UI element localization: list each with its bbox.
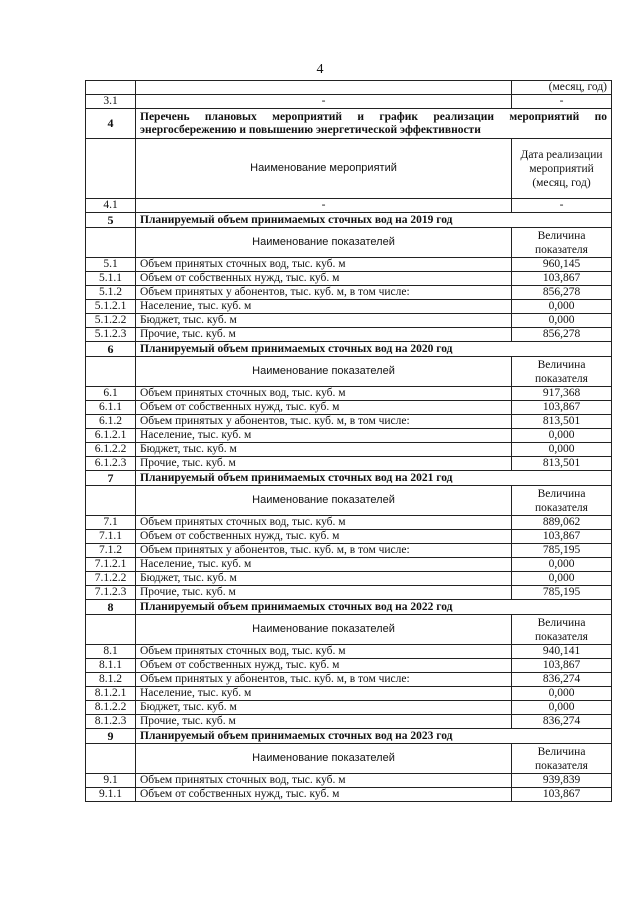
section-number: 8 xyxy=(86,600,136,615)
row-value: 103,867 xyxy=(512,530,612,544)
row-name: Объем от собственных нужд, тыс. куб. м xyxy=(136,272,512,286)
row-number: 5.1.2.2 xyxy=(86,314,136,328)
column-header-value: Величина показателя xyxy=(512,615,612,645)
row-number: 8.1.2.3 xyxy=(86,715,136,729)
column-header-name: Наименование показателей xyxy=(136,357,512,387)
table-row xyxy=(86,788,612,802)
row-number: 5.1.2.1 xyxy=(86,300,136,314)
table-row xyxy=(86,314,612,328)
column-header-row xyxy=(86,357,612,387)
column-header-value: Величина показателя xyxy=(512,744,612,774)
row-name: Бюджет, тыс. куб. м xyxy=(136,314,512,328)
section-number: 7 xyxy=(86,471,136,486)
row-number: 8.1 xyxy=(86,645,136,659)
row-name: Объем от собственных нужд, тыс. куб. м xyxy=(136,659,512,673)
column-header-value: Дата реализации мероприятий (месяц, год) xyxy=(512,139,612,199)
row-name: Объем принятых сточных вод, тыс. куб. м xyxy=(136,645,512,659)
row-name: Бюджет, тыс. куб. м xyxy=(136,572,512,586)
row-number: 7.1.2.2 xyxy=(86,572,136,586)
table-row xyxy=(86,415,612,429)
row-number: 6.1.2.3 xyxy=(86,457,136,471)
row-number: 7.1.1 xyxy=(86,530,136,544)
table-row xyxy=(86,95,612,109)
row-name: Объем принятых сточных вод, тыс. куб. м xyxy=(136,516,512,530)
row-name: Население, тыс. куб. м xyxy=(136,429,512,443)
section-number: 5 xyxy=(86,213,136,228)
table-row xyxy=(86,673,612,687)
row-name: Бюджет, тыс. куб. м xyxy=(136,701,512,715)
column-header-row xyxy=(86,486,612,516)
table-row xyxy=(86,300,612,314)
row-number: 9.1 xyxy=(86,774,136,788)
row-number: 3.1 xyxy=(86,95,136,109)
row-number: 7.1 xyxy=(86,516,136,530)
page-number: 4 xyxy=(316,62,324,77)
section-header-row xyxy=(86,342,612,357)
row-name: Объем принятых у абонентов, тыс. куб. м, в том числе: xyxy=(136,544,512,558)
section-number: 6 xyxy=(86,342,136,357)
section-header-row xyxy=(86,600,612,615)
row-value: - xyxy=(512,95,612,109)
row-number: 9.1.1 xyxy=(86,788,136,802)
row-value: 813,501 xyxy=(512,457,612,471)
row-name: Объем принятых сточных вод, тыс. куб. м xyxy=(136,387,512,401)
table-row xyxy=(86,558,612,572)
section-title: Планируемый объем принимаемых сточных вод на 2023 год xyxy=(136,729,612,744)
table-row xyxy=(86,199,612,213)
table-row xyxy=(86,429,612,443)
row-value: 0,000 xyxy=(512,558,612,572)
column-header-row xyxy=(86,139,612,199)
table-row xyxy=(86,443,612,457)
row-value: 836,274 xyxy=(512,715,612,729)
row-number: 8.1.1 xyxy=(86,659,136,673)
row-number: 7.1.2 xyxy=(86,544,136,558)
column-header-row xyxy=(86,744,612,774)
row-name-cell xyxy=(136,81,512,95)
row-number: 6.1.2.1 xyxy=(86,429,136,443)
row-name: Объем принятых у абонентов, тыс. куб. м, в том числе: xyxy=(136,673,512,687)
row-value: 813,501 xyxy=(512,415,612,429)
header-empty-cell xyxy=(86,139,136,199)
column-header-name: Наименование показателей xyxy=(136,228,512,258)
table-row xyxy=(86,715,612,729)
table-row xyxy=(86,774,612,788)
row-name: Объем принятых сточных вод, тыс. куб. м xyxy=(136,774,512,788)
column-header-name: Наименование показателей xyxy=(136,744,512,774)
row-value: 836,274 xyxy=(512,673,612,687)
row-number: 4.1 xyxy=(86,199,136,213)
row-name: Население, тыс. куб. м xyxy=(136,558,512,572)
row-value: 0,000 xyxy=(512,443,612,457)
row-name: - xyxy=(136,199,512,213)
row-value: 917,368 xyxy=(512,387,612,401)
section-title: Планируемый объем принимаемых сточных вод на 2019 год xyxy=(136,213,612,228)
row-name: Прочие, тыс. куб. м xyxy=(136,715,512,729)
header-empty-cell xyxy=(86,228,136,258)
row-value: 103,867 xyxy=(512,788,612,802)
section-header-row xyxy=(86,109,612,139)
column-header-value: Величина показателя xyxy=(512,228,612,258)
row-number-cell xyxy=(86,81,136,95)
row-number: 6.1.2.2 xyxy=(86,443,136,457)
section-header-row xyxy=(86,729,612,744)
table-row xyxy=(86,457,612,471)
row-value: 0,000 xyxy=(512,572,612,586)
table-row xyxy=(86,401,612,415)
column-header-name: Наименование мероприятий xyxy=(136,139,512,199)
table-row xyxy=(86,530,612,544)
section-title: Перечень плановых мероприятий и график реализации мероприятий по энергосбережению и повышению энергетической эффективности xyxy=(136,109,612,139)
table-row xyxy=(86,586,612,600)
column-header-value: Величина показателя xyxy=(512,486,612,516)
row-value: 960,145 xyxy=(512,258,612,272)
row-name: Прочие, тыс. куб. м xyxy=(136,586,512,600)
row-number: 8.1.2.2 xyxy=(86,701,136,715)
row-number: 5.1.1 xyxy=(86,272,136,286)
row-name: Население, тыс. куб. м xyxy=(136,300,512,314)
section-number: 4 xyxy=(86,109,136,139)
row-value: 0,000 xyxy=(512,429,612,443)
table-row xyxy=(86,81,612,95)
table-row xyxy=(86,544,612,558)
row-number: 5.1.2.3 xyxy=(86,328,136,342)
section-header-row xyxy=(86,471,612,486)
table-row xyxy=(86,328,612,342)
row-value: 856,278 xyxy=(512,286,612,300)
row-name: Бюджет, тыс. куб. м xyxy=(136,443,512,457)
row-value: 0,000 xyxy=(512,687,612,701)
row-number: 6.1.1 xyxy=(86,401,136,415)
row-name: Прочие, тыс. куб. м xyxy=(136,328,512,342)
document-table xyxy=(85,80,612,802)
row-value: 785,195 xyxy=(512,544,612,558)
row-value: 856,278 xyxy=(512,328,612,342)
table-row xyxy=(86,687,612,701)
row-name: Прочие, тыс. куб. м xyxy=(136,457,512,471)
table-row xyxy=(86,286,612,300)
row-number: 5.1.2 xyxy=(86,286,136,300)
column-header-value: Величина показателя xyxy=(512,357,612,387)
column-header-name: Наименование показателей xyxy=(136,486,512,516)
row-name: Объем от собственных нужд, тыс. куб. м xyxy=(136,530,512,544)
row-number: 7.1.2.3 xyxy=(86,586,136,600)
row-number: 7.1.2.1 xyxy=(86,558,136,572)
header-empty-cell xyxy=(86,615,136,645)
header-empty-cell xyxy=(86,744,136,774)
row-name: - xyxy=(136,95,512,109)
table-row xyxy=(86,701,612,715)
table-row xyxy=(86,258,612,272)
table-row xyxy=(86,272,612,286)
header-empty-cell xyxy=(86,486,136,516)
row-name: Объем от собственных нужд, тыс. куб. м xyxy=(136,788,512,802)
section-title: Планируемый объем принимаемых сточных вод на 2022 год xyxy=(136,600,612,615)
row-number: 6.1 xyxy=(86,387,136,401)
column-header-name: Наименование показателей xyxy=(136,615,512,645)
column-header-row xyxy=(86,228,612,258)
row-name: Население, тыс. куб. м xyxy=(136,687,512,701)
row-value: 785,195 xyxy=(512,586,612,600)
row-value: 889,062 xyxy=(512,516,612,530)
table-row xyxy=(86,645,612,659)
row-name: Объем принятых сточных вод, тыс. куб. м xyxy=(136,258,512,272)
row-value: 0,000 xyxy=(512,701,612,715)
column-header-row xyxy=(86,615,612,645)
table-body xyxy=(86,81,612,802)
row-number: 8.1.2.1 xyxy=(86,687,136,701)
row-value: 103,867 xyxy=(512,659,612,673)
row-value: 103,867 xyxy=(512,401,612,415)
row-number: 8.1.2 xyxy=(86,673,136,687)
row-value: 0,000 xyxy=(512,300,612,314)
table-row xyxy=(86,387,612,401)
row-value: 0,000 xyxy=(512,314,612,328)
header-empty-cell xyxy=(86,357,136,387)
row-value: 939,839 xyxy=(512,774,612,788)
row-value: 940,141 xyxy=(512,645,612,659)
continued-value-cell: (месяц, год) xyxy=(512,81,612,95)
section-title: Планируемый объем принимаемых сточных вод на 2021 год xyxy=(136,471,612,486)
row-name: Объем принятых у абонентов, тыс. куб. м, в том числе: xyxy=(136,415,512,429)
row-number: 6.1.2 xyxy=(86,415,136,429)
row-value: - xyxy=(512,199,612,213)
row-number: 5.1 xyxy=(86,258,136,272)
row-value: 103,867 xyxy=(512,272,612,286)
section-number: 9 xyxy=(86,729,136,744)
section-header-row xyxy=(86,213,612,228)
row-name: Объем принятых у абонентов, тыс. куб. м, в том числе: xyxy=(136,286,512,300)
table-row xyxy=(86,516,612,530)
table-row xyxy=(86,572,612,586)
row-name: Объем от собственных нужд, тыс. куб. м xyxy=(136,401,512,415)
table-row xyxy=(86,659,612,673)
section-title: Планируемый объем принимаемых сточных вод на 2020 год xyxy=(136,342,612,357)
